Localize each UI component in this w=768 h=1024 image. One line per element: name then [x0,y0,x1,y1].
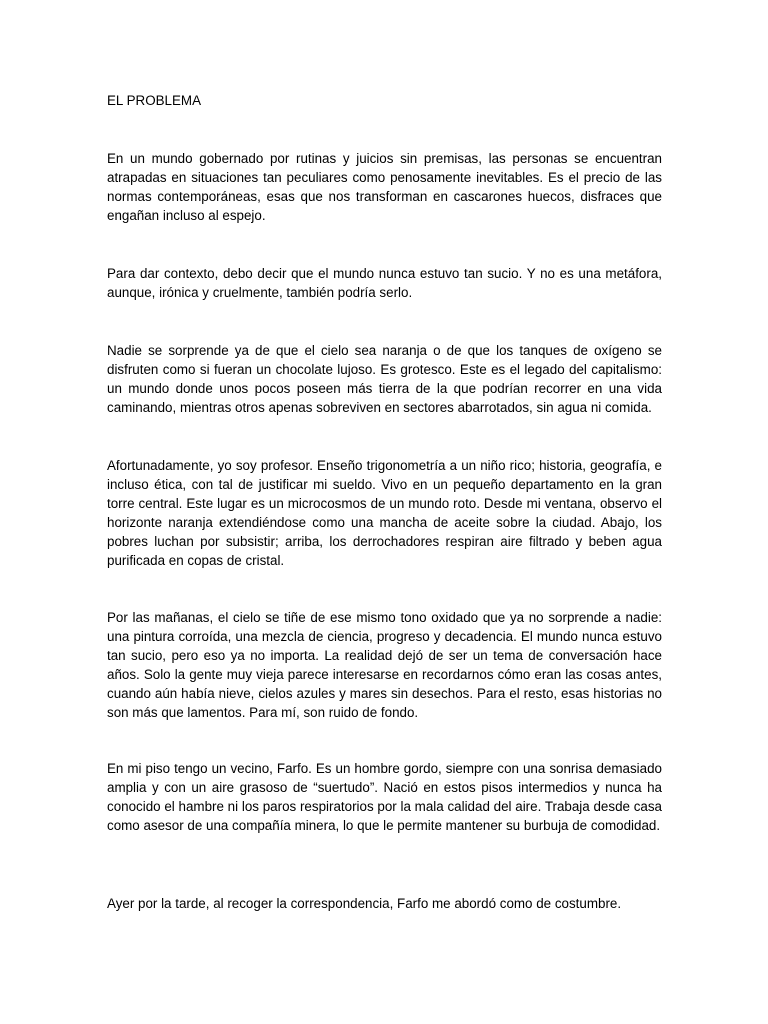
paragraph-5: Por las mañanas, el cielo se tiñe de ese mismo tono oxidado que ya no sorprende a nadie: una pintura corroída, una mezcla de ciencia, progreso y decadencia. El mundo nunca estuvo tan sucio, pero eso ya no importa. La realidad dejó de ser un tema de conversación hace años. Solo la gente muy vieja parece interesarse en recordarnos cómo eran las cosas antes, cuando aún había nieve, cielos azules y mares sin desechos. Para el resto, esas historias no son más que lamentos. Para mí, son ruido de fondo. [107,610,662,720]
document-title: EL PROBLEMA [107,93,202,108]
paragraph-6: En mi piso tengo un vecino, Farfo. Es un hombre gordo, siempre con una sonrisa demasiado amplia y con un aire grasoso de “suertudo”. Nació en estos pisos intermedios y nunca ha conocido el hambre ni los paros respiratorios por la mala calidad del aire. Trabaja desde casa como asesor de una compañía minera, lo que le permite mantener su burbuja de comodidad. [107,761,662,833]
paragraph-2: Para dar contexto, debo decir que el mundo nunca estuvo tan sucio. Y no es una metáfora, aunque, irónica y cruelmente, también podría serlo. [107,266,662,300]
paragraph-1: En un mundo gobernado por rutinas y juicios sin premisas, las personas se encuentran atrapadas en situaciones tan peculiares como penosamente inevitables. Es el precio de las normas contemporáneas, esas que nos transforman en cascarones huecos, disfraces que engañan incluso al espejo. [107,151,662,223]
paragraph-4: Afortunadamente, yo soy profesor. Enseño trigonometría a un niño rico; historia, geografía, e incluso ética, con tal de justificar mi sueldo. Vivo en un pequeño departamento en la gran torre central. Este lugar es un microcosmos de un mundo roto. Desde mi ventana, observo el horizonte naranja extendiéndose como una mancha de aceite sobre la ciudad. Abajo, los pobres luchan por subsistir; arriba, los derrochadores respiran aire filtrado y beben agua purificada en copas de cristal. [107,458,662,568]
paragraph-3: Nadie se sorprende ya de que el cielo sea naranja o de que los tanques de oxígeno se disfruten como si fueran un chocolate lujoso. Es grotesco. Este es el legado del capitalismo: un mundo donde unos pocos poseen más tierra de la que podrían recorrer en una vida caminando, mientras otros apenas sobreviven en sectores abarrotados, sin agua ni comida. [107,343,662,415]
paragraph-7: Ayer por la tarde, al recoger la correspondencia, Farfo me abordó como de costumbre. [107,896,622,911]
